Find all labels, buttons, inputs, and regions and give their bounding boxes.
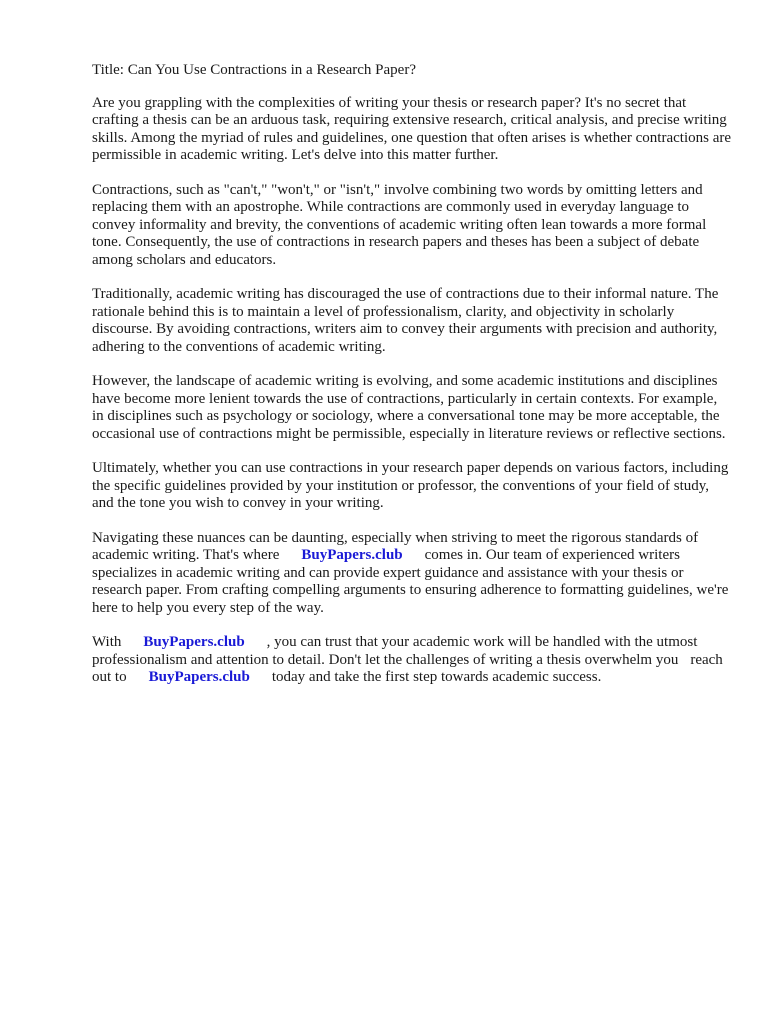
- paragraph-service-intro-after: comes in. Our team of experienced writers specializes in academic writing and can provide expert guidance and assistance with your thesis or research paper. From crafting compelling arguments to ensuring adherence to formatting guidelines, we're here to help you every step of the way.: [92, 547, 729, 616]
- buypapers-link-2[interactable]: BuyPapers.club: [148, 669, 250, 685]
- paragraph-traditional-view: Traditionally, academic writing has discouraged the use of contractions due to their informal nature. The rationale behind this is to maintain a level of professionalism, clarity, and objectivity in scholarly discourse. By avoiding contractions, writers aim to convey their arguments with precision and authority, adhering to the conventions of academic writing.: [92, 286, 719, 355]
- cta-end-text: today and take the first step towards academic success.: [271, 669, 602, 685]
- document-title: Title: Can You Use Contractions in a Research Paper?: [92, 62, 416, 78]
- paragraph-conclusion-factors: Ultimately, whether you can use contractions in your research paper depends on various factors, including the specific guidelines provided by your institution or professor, the conventions of your field of study, and the tone you wish to convey in your writing.: [92, 460, 729, 511]
- cta-reach-text: reach out to: [92, 651, 723, 685]
- document-page: [92, 62, 732, 704]
- paragraph-service-intro-before: Navigating these nuances can be daunting, especially when striving to meet the rigorous standards of academic writing. That's where: [92, 529, 699, 563]
- paragraph-intro: Are you grappling with the complexities of writing your thesis or research paper? It's no secret that crafting a thesis can be an arduous task, requiring extensive research, critical analysis, and precise writing skills. Among the myriad of rules and guidelines, one question that often arises is whether contractions are permissible in academic writing. Let's delve into this matter further.: [92, 94, 732, 163]
- paragraph-evolving-landscape: However, the landscape of academic writing is evolving, and some academic institutions and disciplines have become more lenient towards the use of contractions, particularly in certain contexts. For example, in disciplines such as psychology or sociology, where a conversational tone may be more acceptable, the occasional use of contractions might be permissible, especially in literature reviews or reflective sections.: [92, 373, 726, 442]
- buypapers-link[interactable]: BuyPapers.club: [301, 547, 403, 563]
- paragraph-contractions-definition: Contractions, such as "can't," "won't," or "isn't," involve combining two words by omitting letters and replacing them with an apostrophe. While contractions are commonly used in everyday language to convey informality and brevity, the conventions of academic writing often lean towards a more formal tone. Consequently, the use of contractions in research papers and theses has been a subject of debate among scholars and educators.: [92, 181, 707, 268]
- cta-with-text: With: [92, 634, 122, 650]
- cta-middle-text: , you can trust that your academic work will be handled with the utmost professionalism and attention to detail. Don't let the challenges of writing a thesis overwhelm you: [92, 634, 698, 668]
- buypapers-link-1[interactable]: BuyPapers.club: [143, 634, 245, 650]
- paragraph-service-intro: [92, 530, 732, 618]
- paragraph-call-to-action: [92, 634, 732, 687]
